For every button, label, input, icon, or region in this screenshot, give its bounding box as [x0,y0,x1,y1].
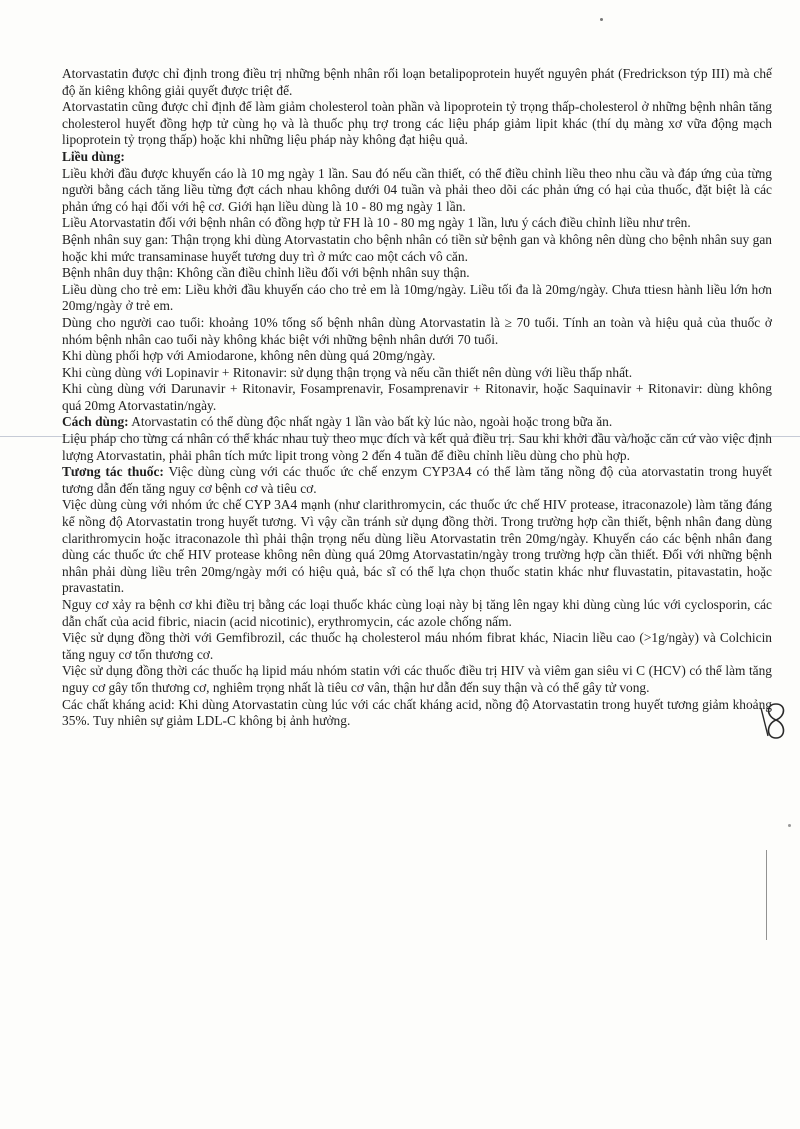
paragraph: Bệnh nhân suy gan: Thận trọng khi dùng Atorvastatin cho bệnh nhân có tiền sử bệnh gan và không nên dùng cho bệnh nhân suy gan hoặc khi mức transaminase huyết tương duy trì ở mức cao một cách vô căn. [62,231,772,264]
scan-speck [600,18,603,21]
paragraph: Các chất kháng acid: Khi dùng Atorvastatin cùng lúc với các chất kháng acid, nồng độ Atorvastatin trong huyết tương giảm khoảng 35%. Tuy nhiên sự giảm LDL-C không bị ảnh hưởng. [62,696,772,729]
paragraph: Khi cùng dùng với Darunavir + Ritonavir, Fosamprenavir, Fosamprenavir + Ritonavir, hoặc Saquinavir + Ritonavir: dùng không quá 20mg Atorvastatin/ngày. [62,381,772,413]
paragraph: Dùng cho người cao tuổi: khoảng 10% tổng số bệnh nhân dùng Atorvastatin là ≥ 70 tuổi. Tính an toàn và hiệu quả của thuốc ở nhóm bệnh nhân cao tuổi này không khác biệt với những bệnh nhân dưới 70 tuổi. [62,314,772,347]
section-heading [62,149,772,166]
paragraph: Liều Atorvastatin đối với bệnh nhân có đồng hợp tử FH là 10 - 80 mg ngày 1 lần, lưu ý cách điều chỉnh liều như trên. [62,215,691,231]
paragraph: Việc dùng cùng với nhóm ức chế CYP 3A4 mạnh (như clarithromycin, các thuốc ức chế HIV protease, itraconazole) làm tăng đáng kể nồng độ Atorvastatin trong huyết tương. Vì vậy cần tránh sử dụng đồng thời. Trong trường hợp cần thiết, bệnh nhân đang dùng clarithromycin hoặc itraconazole thì phải thận trọng nếu dùng liều Atorvastatin trên 20mg/ngày. Khuyến cáo các bệnh nhân đang dùng các thuốc ức chế HIV protease không nên dùng quá 20mg Atorvastatin/ngày trong trường hợp cần thiết. Đối với những bệnh nhân phải dùng liều trên 20mg/ngày mới có hiệu quả, bác sĩ có thể lựa chọn thuốc statin khác như fluvastatin, pitavastatin, hoặc pravastatin. [62,497,772,596]
paragraph: Nguy cơ xảy ra bệnh cơ khi điều trị bằng các loại thuốc khác cùng loại này bị tăng lên ngay khi dùng cùng lúc với cyclosporin, các dẫn chất của acid fibric, niacin (acid nicotinic), erythromycin, các azole chống nấm. [62,597,772,629]
document-page [62,66,772,730]
heading-lieu-dung: Liều dùng: [62,148,125,164]
scan-speck [788,824,791,827]
paragraph: Khi dùng phối hợp với Amiodarone, không nên dùng quá 20mg/ngày. [62,348,436,364]
paragraph-tuong-tac-thuoc: Tương tác thuốc: Việc dùng cùng với các thuốc ức chế enzym CYP3A4 có thể làm tăng nồng độ của atorvastatin trong huyết tương dẫn đến tăng nguy cơ bệnh cơ và tiêu cơ. [62,464,772,496]
heading-cach-dung: Cách dùng: [62,414,129,430]
paragraph: Bệnh nhân duy thận: Không cần điều chỉnh liều đối với bệnh nhân suy thận. [62,265,470,281]
handwritten-mark [758,700,794,742]
edge-stamp [766,850,795,940]
paragraph: Atorvastatin cũng được chỉ định để làm giảm cholesterol toàn phần và lipoprotein tỷ trọng thấp-cholesterol ở những bệnh nhân tăng cholesterol huyết đồng hợp tử cùng họ và là thuốc phụ trợ trong các liệu pháp giảm lipit khác (thí dụ màng xơ vữa động mạch lipoprotein tỷ trọng thấp) hoặc khi những liệu pháp này không đạt hiệu quả. [62,99,772,148]
paragraph: Liệu pháp cho từng cá nhân có thể khác nhau tuỳ theo mục đích và kết quả điều trị. Sau khi khởi đầu và/hoặc căn cứ vào việc định lượng Atorvastatin, phải phân tích mức lipit trong vòng 2 đến 4 tuần để điều chỉnh liều dùng cho phù hợp. [62,431,772,463]
paragraph: Việc sử dụng đồng thời các thuốc hạ lipid máu nhóm statin với các thuốc điều trị HIV và viêm gan siêu vi C (HCV) có thể làm tăng nguy cơ gây tổn thương cơ, nghiêm trọng nhất là tiêu cơ vân, thận hư dẫn đến suy thận và có thể gây tử vong. [62,663,772,695]
paragraph: Khi cùng dùng với Lopinavir + Ritonavir: sử dụng thận trọng và nếu cần thiết nên dùng với liều thấp nhất. [62,364,633,380]
paragraph: Liều dùng cho trẻ em: Liều khởi đầu khuyến cáo cho trẻ em là 10mg/ngày. Liều tối đa là 20mg/ngày. Chưa ttiesn hành liều lớn hơn 20mg/ngày ở trẻ em. [62,281,772,314]
paragraph-cach-dung: Cách dùng: Atorvastatin có thể dùng độc nhất ngày 1 lần vào bất kỳ lúc nào, ngoài hoặc trong bữa ăn. [62,414,613,430]
paragraph: Liều khởi đầu được khuyến cáo là 10 mg ngày 1 lần. Sau đó nếu cần thiết, có thể điều chỉnh liều theo nhu cầu và đáp ứng của từng người bằng cách tăng liều từng đợt cách nhau không dưới 04 tuần và phải theo dõi các phản ứng có hại của thuốc, đặt biệt là các phản ứng có hại đối với hệ cơ. Giới hạn liều dùng là 10 - 80 mg ngày 1 lần. [62,165,772,214]
paragraph: Việc sử dụng đồng thời với Gemfibrozil, các thuốc hạ cholesterol máu nhóm fibrat khác, Niacin liều cao (>1g/ngày) và Colchicin tăng nguy cơ tổn thương cơ. [62,630,772,662]
heading-tuong-tac-thuoc: Tương tác thuốc: [62,464,164,480]
paragraph: Atorvastatin được chỉ định trong điều trị những bệnh nhân rối loạn betalipoprotein huyết nguyên phát (Fredrickson týp III) mà chế độ ăn kiêng không giải quyết được triệt để. [62,66,772,98]
